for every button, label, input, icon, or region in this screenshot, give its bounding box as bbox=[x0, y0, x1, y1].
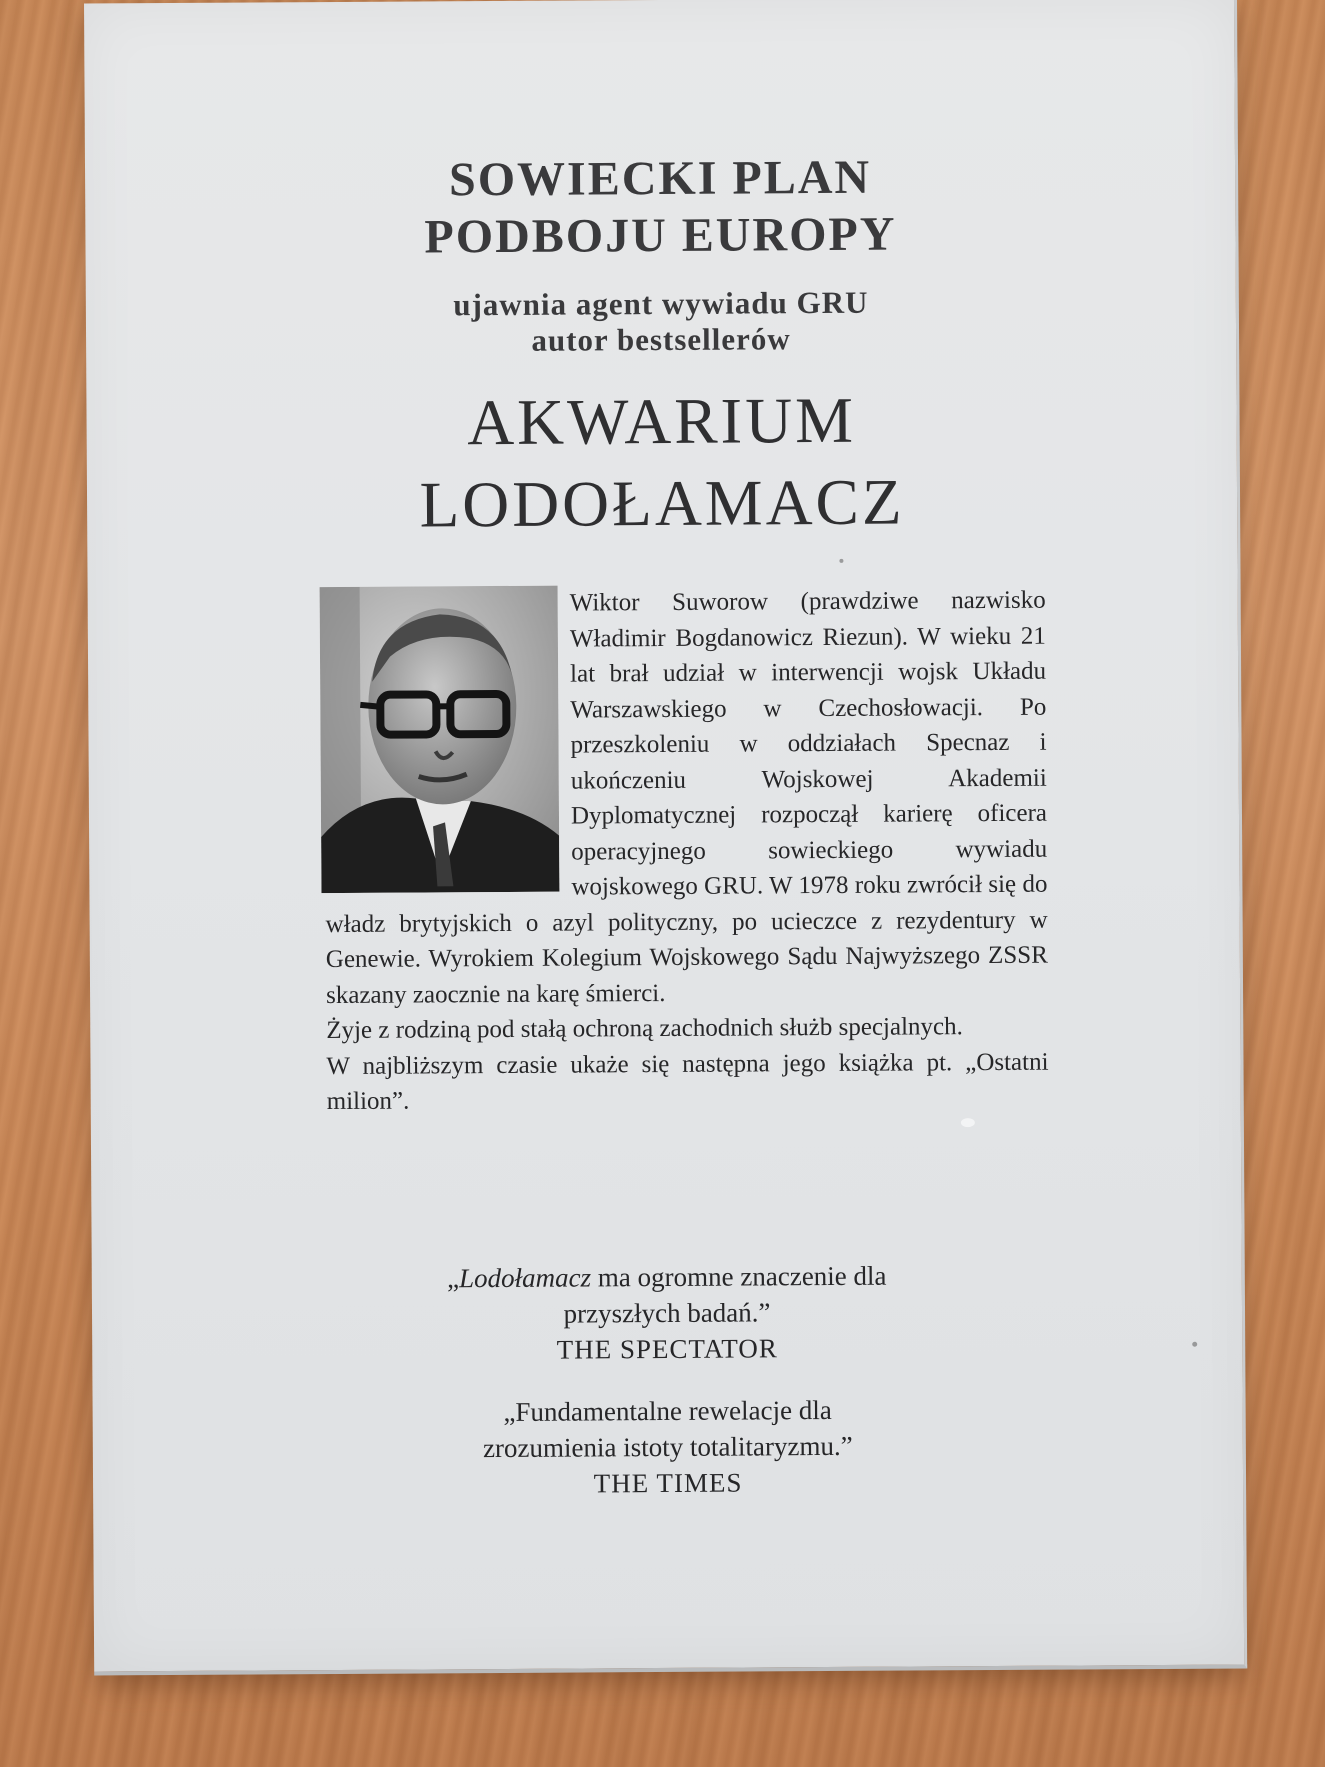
bestseller-titles bbox=[86, 377, 1237, 548]
quote2-line-1: „Fundamentalne rewelacje dla bbox=[503, 1394, 832, 1427]
paper-speck bbox=[839, 559, 843, 563]
portrait-float-spacer bbox=[324, 586, 572, 893]
cover-subtitle-line-2: autor bestsellerów bbox=[531, 321, 791, 358]
quote2-source: THE TIMES bbox=[593, 1467, 743, 1499]
cover-title bbox=[85, 146, 1236, 267]
bestseller-title-1: AKWARIUM bbox=[467, 384, 857, 460]
quote1-text: ma ogromne znaczenie dla bbox=[591, 1260, 887, 1293]
cover-subtitle bbox=[86, 282, 1236, 361]
book-back-cover bbox=[84, 0, 1247, 1675]
quote1-line-2: przyszłych badań.” bbox=[563, 1297, 771, 1329]
paper-scuff bbox=[961, 1118, 975, 1127]
cover-subtitle-line-1: ujawnia agent wywiadu GRU bbox=[453, 284, 869, 323]
author-biography bbox=[324, 583, 1049, 1120]
cover-title-line-2: PODBOJU EUROPY bbox=[424, 207, 897, 264]
quote2-line-2: zrozumienia istoty totalitaryzmu.” bbox=[482, 1430, 853, 1464]
quote1-open-mark: „ bbox=[447, 1263, 460, 1294]
bio-paragraph-2: Żyje z rodziną pod stałą ochroną zachodnich służb specjalnych. bbox=[326, 1013, 963, 1045]
quote1-italic-title: Lodołamacz bbox=[459, 1262, 592, 1294]
bio-paragraph-3: W najbliższym czasie ukaże się następna jego książka pt. „Ostatni milion”. bbox=[326, 1048, 1049, 1116]
review-quote-spectator bbox=[92, 1255, 1243, 1370]
quote1-source: THE SPECTATOR bbox=[556, 1333, 778, 1365]
bestseller-title-2: LODOŁAMACZ bbox=[419, 466, 905, 542]
paper-speck bbox=[1192, 1342, 1197, 1347]
bio-paragraph-1: Wiktor Suworow (prawdziwe nazwisko Władimir Bogdanowicz Riezun). W wieku 21 lat brał udział w interwencji wojsk Układu Warszawskiego w Czechosłowacji. Po przeszkoleniu w oddziałach Specnaz i ukończeniu Wojskowej Akademii Dyplomatycznej rozpoczął karierę oficera operacyjnego sowieckiego wywiadu wojskowego GRU. W 1978 roku zwrócił się do władz brytyjskich o azyl polityczny, po ucieczce z rezydentury w Genewie. Wyrokiem Kolegium Wojskowego Sądu Najwyższego ZSSR skazany zaocznie na karę śmierci. bbox=[325, 586, 1048, 1009]
cover-title-line-1: SOWIECKI PLAN bbox=[448, 150, 872, 207]
review-quote-times bbox=[93, 1389, 1244, 1504]
